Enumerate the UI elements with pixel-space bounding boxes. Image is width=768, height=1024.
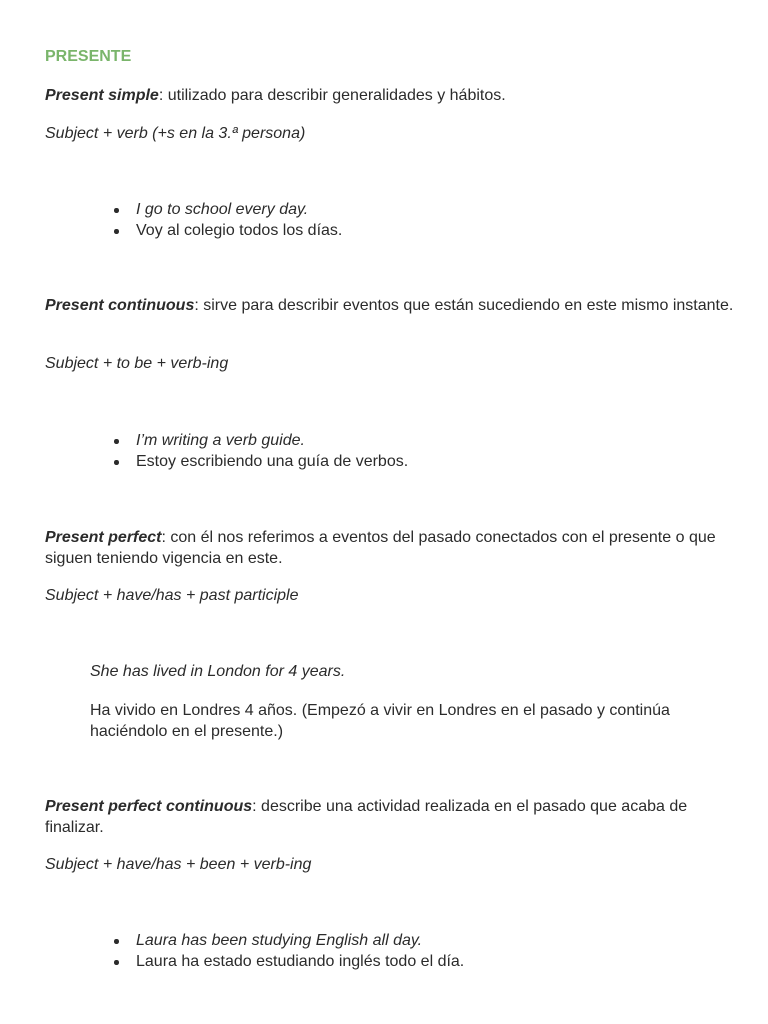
definition-present-simple bbox=[45, 85, 506, 106]
example-english: I go to school every day. bbox=[0, 199, 342, 220]
term-present-continuous: Present continuous bbox=[45, 297, 195, 314]
example-english: She has lived in London for 4 years. bbox=[90, 663, 346, 680]
description-present-simple: : utilizado para describir generalidades y hábitos. bbox=[158, 87, 506, 104]
example-spanish: Estoy escribiendo una guía de verbos. bbox=[0, 451, 408, 472]
example-spanish: Laura ha estado estudiando inglés todo el día. bbox=[0, 951, 464, 972]
description-present-continuous: : sirve para describir eventos que están sucediendo en este mismo instante. bbox=[194, 297, 734, 314]
formula-present-simple: Subject + verb (+s en la 3.ª persona) bbox=[45, 125, 306, 142]
example-english: Laura has been studying English all day. bbox=[0, 930, 464, 951]
example-spanish: Voy al colegio todos los días. bbox=[0, 220, 342, 241]
term-present-perfect-continuous: Present perfect continuous bbox=[45, 798, 253, 815]
formula-present-perfect: Subject + have/has + past participle bbox=[45, 587, 299, 604]
term-present-simple: Present simple bbox=[45, 87, 159, 104]
example-list-present-continuous bbox=[0, 430, 408, 472]
description-present-perfect-continuous: : describe una actividad realizada en el pasado que acaba de finalizar. bbox=[45, 798, 688, 836]
description-present-perfect: : con él nos referimos a eventos del pasado conectados con el presente o que siguen teniendo vigencia en este. bbox=[45, 529, 716, 567]
formula-present-continuous: Subject + to be + verb-ing bbox=[45, 355, 229, 372]
definition-present-perfect-continuous bbox=[45, 796, 725, 838]
section-heading: PRESENTE bbox=[45, 48, 132, 65]
term-present-perfect: Present perfect bbox=[45, 529, 162, 546]
definition-present-perfect bbox=[45, 527, 735, 569]
example-list-present-perfect-continuous bbox=[0, 930, 464, 972]
example-list-present-simple bbox=[0, 199, 342, 241]
formula-present-perfect-continuous: Subject + have/has + been + verb-ing bbox=[45, 856, 312, 873]
example-english: I’m writing a verb guide. bbox=[0, 430, 408, 451]
example-spanish: Ha vivido en Londres 4 años. (Empezó a vivir en Londres en el pasado y continúa haciéndolo en el presente.) bbox=[90, 702, 670, 740]
definition-present-continuous bbox=[45, 295, 735, 316]
